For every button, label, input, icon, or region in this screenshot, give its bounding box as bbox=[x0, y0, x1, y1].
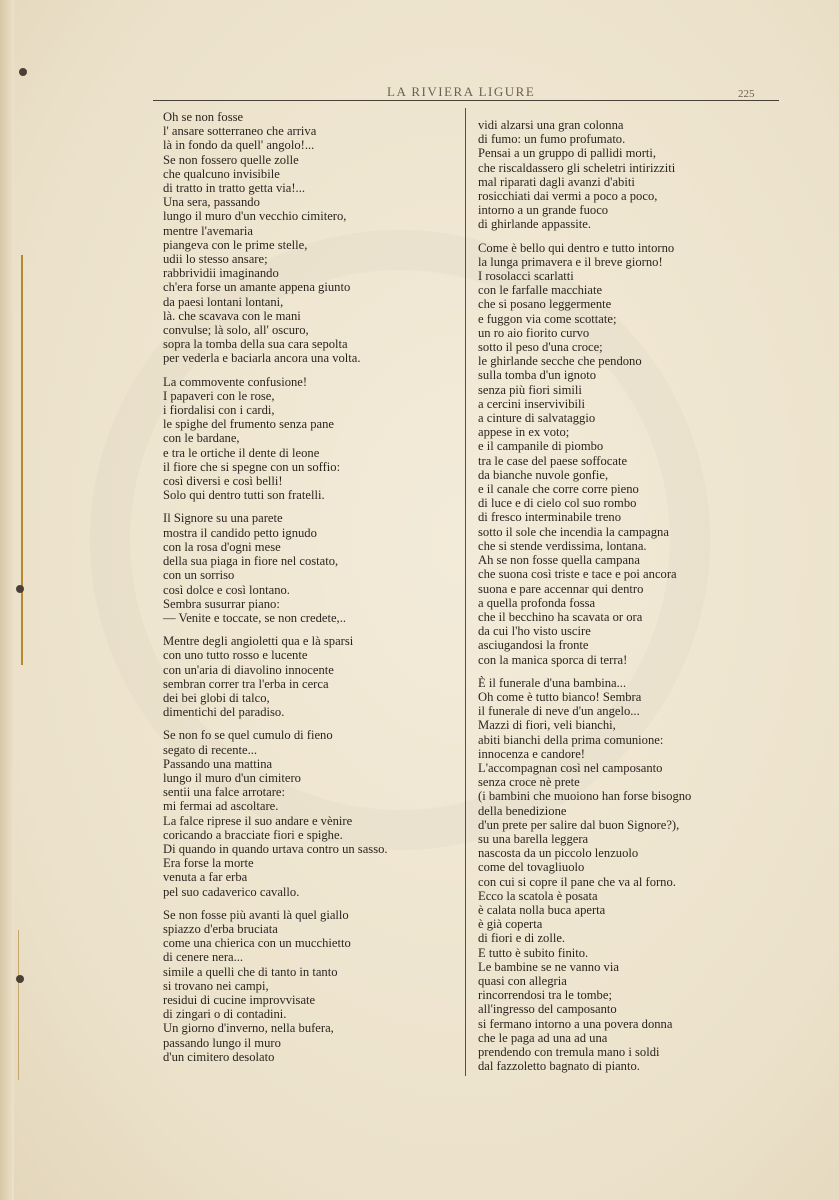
poem-line: di fresco interminabile treno bbox=[478, 510, 622, 525]
poem-line: L'accompagnan così nel camposanto bbox=[478, 760, 663, 775]
poem-line: Ecco la scatola è posata bbox=[478, 888, 598, 903]
left-column bbox=[163, 110, 463, 1073]
poem-stanza bbox=[478, 118, 778, 232]
poem-line: così dolce e così lontano. bbox=[163, 582, 290, 597]
poem-line: e fuggon via come scottate; bbox=[478, 311, 617, 326]
poem-line: si trovano nei campi, bbox=[163, 978, 269, 993]
poem-line: Era forse la morte bbox=[163, 856, 254, 871]
poem-stanza bbox=[478, 676, 778, 1074]
poem-line: come una chierica con un mucchietto bbox=[163, 936, 351, 951]
poem-line: pel suo cadaverico cavallo. bbox=[163, 884, 300, 899]
poem-line: là. che scavava con le mani bbox=[163, 308, 301, 323]
poem-line: l' ansare sotterraneo che arriva bbox=[163, 124, 317, 139]
poem-line: e tra le ortiche il dente di leone bbox=[163, 445, 320, 460]
poem-line: con un'aria di diavolino innocente bbox=[163, 662, 334, 677]
poem-stanza bbox=[163, 908, 463, 1064]
binding-hole-middle bbox=[16, 585, 24, 593]
poem-line: Se non fossero quelle zolle bbox=[163, 152, 299, 167]
poem-line: della sua piaga in fiore nel costato, bbox=[163, 554, 339, 569]
poem-line: È il funerale d'una bambina... bbox=[478, 675, 627, 690]
poem-line: senza più fiori simili bbox=[478, 382, 582, 397]
poem-line: che le paga ad una ad una bbox=[478, 1030, 608, 1045]
poem-stanza bbox=[163, 634, 463, 719]
poem-line: come del tovagliuolo bbox=[478, 860, 585, 875]
poem-line: che si posano leggermente bbox=[478, 297, 612, 312]
poem-line: con le bardane, bbox=[163, 431, 240, 446]
poem-line: dal fazzoletto bagnato di pianto. bbox=[478, 1059, 640, 1074]
poem-line: di luce e di cielo col suo rombo bbox=[478, 496, 637, 511]
poem-line: Mazzi di fiori, veli bianchi, bbox=[478, 718, 616, 733]
poem-line: Una sera, passando bbox=[163, 195, 260, 210]
poem-line: Un giorno d'inverno, nella bufera, bbox=[163, 1021, 334, 1036]
poem-line: le ghirlande secche che pendono bbox=[478, 354, 642, 369]
poem-line: a quella profonda fossa bbox=[478, 595, 596, 610]
poem-line: Sembra susurrar piano: bbox=[163, 596, 280, 611]
poem-line: tra le case del paese soffocate bbox=[478, 453, 628, 468]
page-number: 225 bbox=[738, 88, 755, 100]
poem-line: la lunga primavera e il breve giorno! bbox=[478, 254, 663, 269]
poem-line: per vederla e baciarla ancora una volta. bbox=[163, 351, 361, 366]
poem-line: E tutto è subito finito. bbox=[478, 945, 589, 960]
poem-line: dimentichi del paradiso. bbox=[163, 705, 285, 720]
poem-line: con le farfalle macchiate bbox=[478, 283, 603, 298]
poem-line: il funerale di neve d'un angelo... bbox=[478, 704, 640, 719]
poem-line: La commovente confusione! bbox=[163, 374, 308, 389]
poem-line: sembran correr tra l'erba in cerca bbox=[163, 676, 329, 691]
poem-line: passando lungo il muro bbox=[163, 1035, 281, 1050]
poem-line: con la manica sporca di terra! bbox=[478, 652, 628, 667]
poem-line: — Venite e toccate, se non credete,.. bbox=[163, 610, 346, 625]
poem-line: così diversi e così belli! bbox=[163, 474, 283, 489]
header-rule bbox=[153, 100, 779, 101]
poem-line: di fumo: un fumo profumato. bbox=[478, 132, 626, 147]
poem-line: di ghirlande appassite. bbox=[478, 217, 591, 232]
poem-line: Se non fosse più avanti là quel giallo bbox=[163, 907, 349, 922]
poem-line: mi fermai ad ascoltare. bbox=[163, 799, 279, 814]
poem-line: coricando a bracciate fiori e spighe. bbox=[163, 827, 343, 842]
poem-line: di zingari o di contadini. bbox=[163, 1007, 287, 1022]
poem-line: là in fondo da quell' angolo!... bbox=[163, 138, 315, 153]
poem-line: suona e pare accennar qui dentro bbox=[478, 581, 644, 596]
poem-line: intorno a un grande fuoco bbox=[478, 203, 609, 218]
poem-line: sentii una falce arrotare: bbox=[163, 785, 286, 800]
poem-line: a cercini inservivibili bbox=[478, 396, 586, 411]
poem-line: quasi con allegria bbox=[478, 973, 567, 988]
poem-line: Oh come è tutto bianco! Sembra bbox=[478, 689, 642, 704]
poem-line: della benedizione bbox=[478, 803, 567, 818]
binding-thread-lower bbox=[18, 930, 19, 1080]
poem-line: con la rosa d'ogni mese bbox=[163, 539, 281, 554]
poem-line: nascosta da un piccolo lenzuolo bbox=[478, 846, 639, 861]
right-column bbox=[478, 118, 778, 1082]
journal-title: LA RIVIERA LIGURE bbox=[387, 84, 536, 99]
poem-line: Mentre degli angioletti qua e là sparsi bbox=[163, 634, 354, 649]
poem-line: vidi alzarsi una gran colonna bbox=[478, 118, 624, 132]
poem-line: lungo il muro d'un cimitero bbox=[163, 770, 301, 785]
poem-line: Passando una mattina bbox=[163, 756, 273, 771]
poem-line: Solo qui dentro tutti son fratelli. bbox=[163, 488, 325, 503]
poem-line: che si stende verdissima, lontana. bbox=[478, 538, 647, 553]
poem-line: d'un prete per salire dal buon Signore?), bbox=[478, 817, 680, 832]
poem-line: che riscaldassero gli scheletri intirizziti bbox=[478, 160, 676, 175]
poem-line: con un sorriso bbox=[163, 568, 235, 583]
poem-line: di cenere nera... bbox=[163, 950, 244, 965]
poem-line: e il canale che corre corre pieno bbox=[478, 482, 639, 497]
poem-line: Le bambine se ne vanno via bbox=[478, 959, 619, 974]
binding-hole-bottom bbox=[16, 975, 24, 983]
poem-line: Ah se non fosse quella campana bbox=[478, 553, 640, 568]
poem-line: appese in ex voto; bbox=[478, 425, 570, 440]
poem-line: lungo il muro d'un vecchio cimitero, bbox=[163, 209, 347, 224]
poem-line: Oh se non fosse bbox=[163, 110, 244, 124]
poem-line: con cui si copre il pane che va al forno. bbox=[478, 874, 676, 889]
poem-stanza bbox=[478, 241, 778, 667]
poem-stanza bbox=[163, 511, 463, 625]
poem-line: I papaveri con le rose, bbox=[163, 388, 275, 403]
poem-line: segato di recente... bbox=[163, 742, 258, 757]
poem-line: che suona così triste e tace e poi ancora bbox=[478, 567, 677, 582]
poem-line: rabbrividii imaginando bbox=[163, 266, 279, 281]
poem-line: i fiordalisi con i cardi, bbox=[163, 403, 275, 418]
poem-line: innocenza e candore! bbox=[478, 746, 585, 761]
poem-line: è calata nolla buca aperta bbox=[478, 902, 606, 917]
poem-line: spiazzo d'erba bruciata bbox=[163, 921, 278, 936]
poem-line: prendendo con tremula mano i soldi bbox=[478, 1045, 660, 1059]
poem-line: piangeva con le prime stelle, bbox=[163, 237, 308, 252]
poem-line: Come è bello qui dentro e tutto intorno bbox=[478, 240, 675, 255]
poem-line: (i bambini che muoiono han forse bisogno bbox=[478, 789, 692, 804]
poem-line: si fermano intorno a una povera donna bbox=[478, 1016, 673, 1031]
poem-line: un ro aio fiorito curvo bbox=[478, 325, 590, 340]
poem-line: La falce riprese il suo andare e vènire bbox=[163, 813, 353, 828]
poem-line: mentre l'avemaria bbox=[163, 223, 254, 238]
poem-line: Il Signore su una parete bbox=[163, 511, 283, 526]
poem-line: di fiori e di zolle. bbox=[478, 931, 566, 946]
poem-line: rosicchiati dai vermi a poco a poco, bbox=[478, 189, 658, 204]
poem-line: udii lo stesso ansare; bbox=[163, 252, 268, 267]
poem-line: il fiore che si spegne con un soffio: bbox=[163, 459, 341, 474]
binding-thread bbox=[21, 255, 23, 665]
poem-line: a cinture di salvataggio bbox=[478, 411, 596, 426]
poem-line: dei bei globi di talco, bbox=[163, 690, 270, 705]
poem-line: sulla tomba d'un ignoto bbox=[478, 368, 597, 383]
poem-line: abiti bianchi della prima comunione: bbox=[478, 732, 664, 747]
poem-line: sopra la tomba della sua cara sepolta bbox=[163, 337, 348, 352]
poem-line: Pensai a un gruppo di pallidi morti, bbox=[478, 146, 657, 161]
poem-stanza bbox=[163, 375, 463, 503]
poem-line: senza croce nè prete bbox=[478, 775, 580, 790]
poem-line: venuta a far erba bbox=[163, 870, 248, 885]
poem-line: all'ingresso del camposanto bbox=[478, 1002, 617, 1017]
poem-line: le spighe del frumento senza pane bbox=[163, 417, 334, 432]
poem-line: asciugandosi la fronte bbox=[478, 638, 589, 653]
binding-hole-top bbox=[19, 68, 27, 76]
poem-line: rincorrendosi tra le tombe; bbox=[478, 988, 612, 1003]
poem-stanza bbox=[163, 728, 463, 898]
poem-line: convulse; là solo, all' oscuro, bbox=[163, 323, 309, 338]
poem-line: sotto il peso d'una croce; bbox=[478, 340, 603, 355]
poem-line: su una barella leggera bbox=[478, 831, 589, 846]
poem-line: ch'era forse un amante appena giunto bbox=[163, 280, 351, 295]
poem-line: da cui l'ho visto uscire bbox=[478, 624, 591, 639]
poem-line: da bianche nuvole gonfie, bbox=[478, 467, 609, 482]
binding-edge bbox=[0, 0, 14, 1200]
poem-line: con uno tutto rosso e lucente bbox=[163, 648, 308, 663]
poem-line: di tratto in tratto getta via!... bbox=[163, 181, 305, 196]
poem-line: I rosolacci scarlatti bbox=[478, 269, 574, 284]
poem-line: simile a quelli che di tanto in tanto bbox=[163, 964, 338, 979]
poem-line: sotto il sole che incendia la campagna bbox=[478, 524, 669, 539]
poem-line: è già coperta bbox=[478, 917, 543, 932]
poem-stanza bbox=[163, 110, 463, 366]
poem-line: da paesi lontani lontani, bbox=[163, 294, 284, 309]
poem-line: mal riparati dagli avanzi d'abiti bbox=[478, 174, 635, 189]
poem-line: Se non fo se quel cumulo di fieno bbox=[163, 728, 333, 743]
column-divider bbox=[465, 108, 466, 1076]
poem-line: e il campanile di piombo bbox=[478, 439, 604, 454]
poem-line: che il becchino ha scavata or ora bbox=[478, 609, 643, 624]
poem-line: mostra il candido petto ignudo bbox=[163, 525, 317, 540]
poem-line: residui di cucine improvvisate bbox=[163, 992, 316, 1007]
poem-line: d'un cimitero desolato bbox=[163, 1049, 275, 1064]
poem-line: Di quando in quando urtava contro un sasso. bbox=[163, 841, 388, 856]
poem-line: che qualcuno invisibile bbox=[163, 166, 280, 181]
